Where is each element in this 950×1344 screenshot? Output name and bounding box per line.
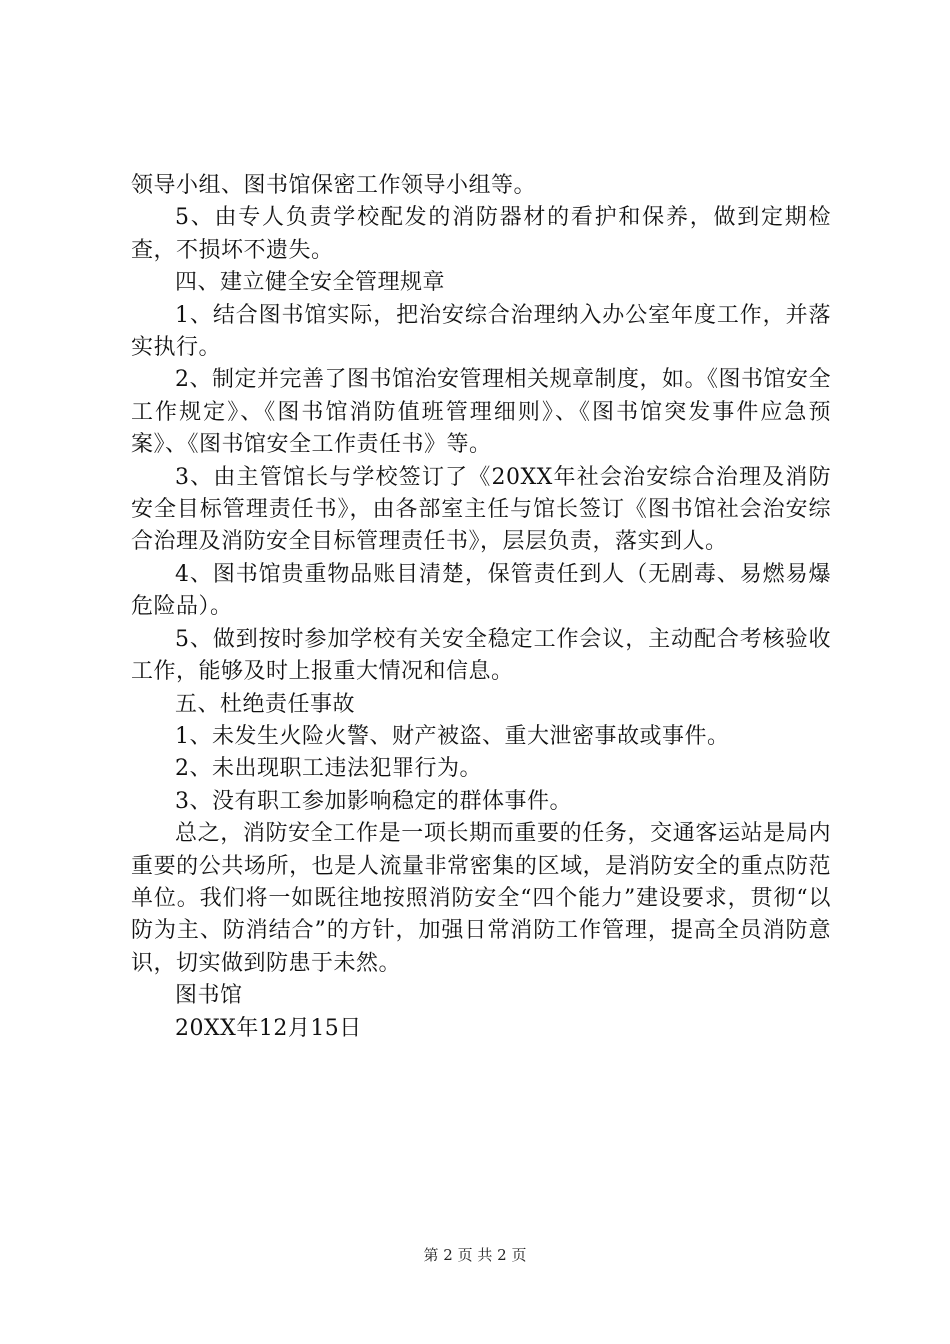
paragraph-summary: 总之，消防安全工作是一项长期而重要的任务，交通客运站是局内重要的公共场所，也是人流量非常密集的区域，是消防安全的重点防范单位。我们将一如既往地按照消防安全“四个能力”建设要求，贯彻“以防为主、防消结合”的方针，加强日常消防工作管理，提高全员消防意识，切实做到防患于未然。 [131,821,831,976]
paragraph-accident-2: 2、未出现职工违法犯罪行为。 [175,756,482,782]
signature-organization: 图书馆 [175,983,243,1009]
paragraph-item-4: 4、图书馆贵重物品账目清楚，保管责任到人（无剧毒、易燃易爆危险品）。 [131,561,831,620]
paragraph-continued: 领导小组、图书馆保密工作领导小组等。 [131,173,537,198]
signature-date: 20XX年12月15日 [175,1015,362,1041]
paragraph-item-5-meetings: 5、做到按时参加学校有关安全稳定工作会议，主动配合考核验收工作，能够及时上报重大情况和信息。 [131,626,831,685]
section-heading-4: 四、建立健全安全管理规章 [175,270,446,296]
paragraph-accident-1: 1、未发生火险火警、财产被盗、重大泄密事故或事件。 [175,723,730,749]
paragraph-accident-3: 3、没有职工参加影响稳定的群体事件。 [175,788,572,814]
paragraph-item-5-equipment: 5、由专人负责学校配发的消防器材的看护和保养，做到定期检查，不损坏不遗失。 [131,205,831,263]
page-number-footer: 第 2 页 共 2 页 [423,1246,527,1264]
paragraph-item-1: 1、结合图书馆实际，把治安综合治理纳入办公室年度工作，并落实执行。 [131,302,831,361]
section-heading-5: 五、杜绝责任事故 [175,691,356,717]
paragraph-item-3: 3、由主管馆长与学校签订了《20XX年社会治安综合治理及消防安全目标管理责任书》，由各部室主任与馆长签订《图书馆社会治安综合治理及消防安全目标管理责任书》，层层负责，落实到人。 [131,464,831,555]
paragraph-item-2: 2、制定并完善了图书馆治安管理相关规章制度，如。《图书馆安全工作规定》、《图书馆消防值班管理细则》、《图书馆突发事件应急预案》、《图书馆安全工作责任书》等。 [131,367,831,458]
document-body [131,170,831,1045]
